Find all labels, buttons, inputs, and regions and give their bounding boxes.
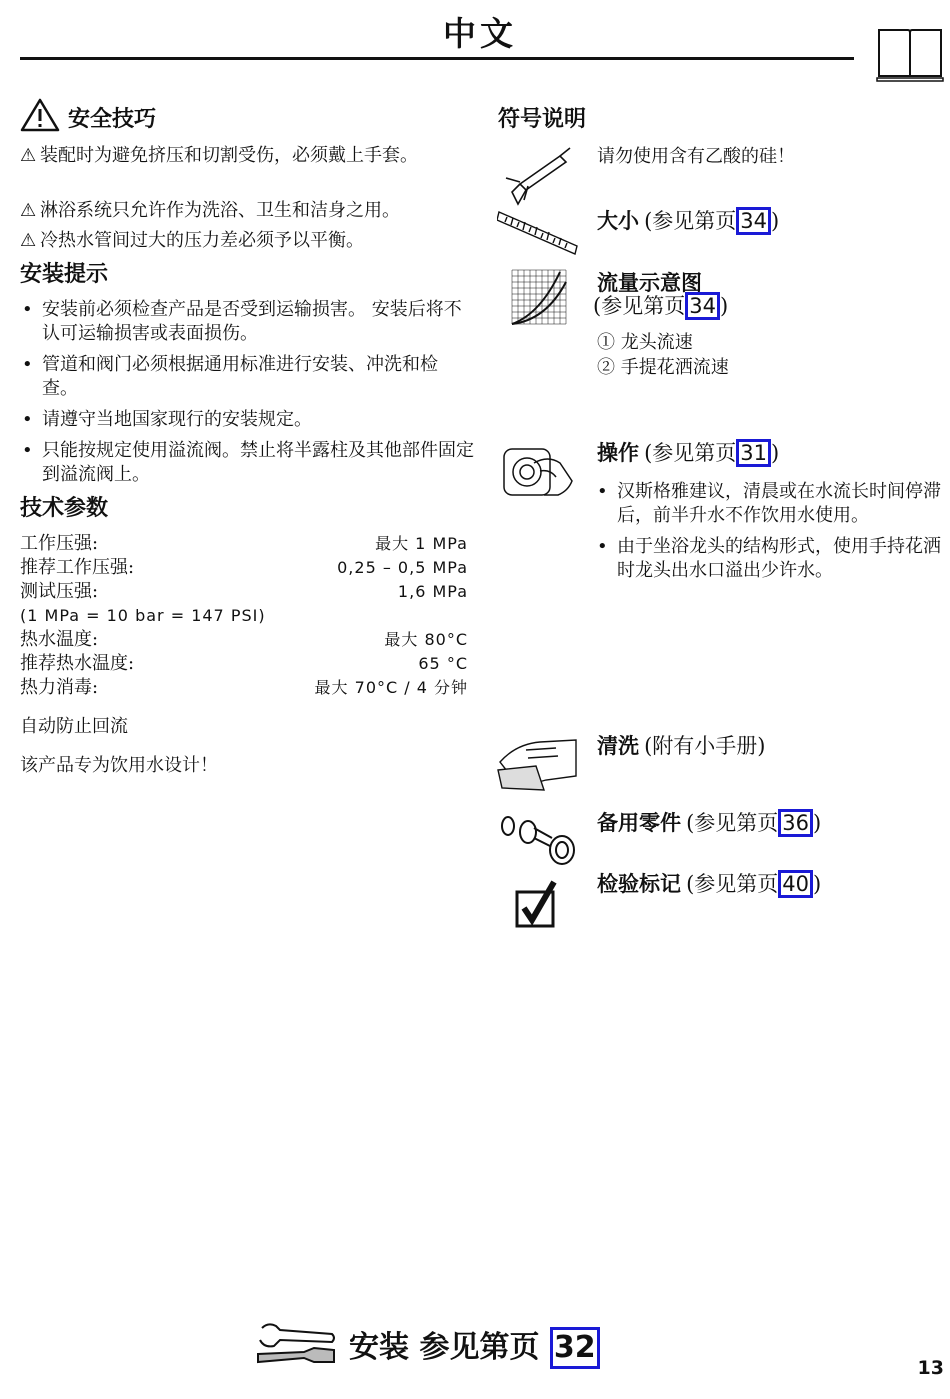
drinking-water-text: 该产品专为饮用水设计！ bbox=[20, 755, 218, 776]
install-tip: • 管道和阀门必须根据通用标准进行安装、冲洗和检查。 bbox=[22, 353, 472, 401]
install-tip: • 安装前必须检查产品是否受到运输损害。 安装后将不认可运输损害或表面损伤。 bbox=[22, 298, 472, 346]
page-link[interactable]: 34 bbox=[736, 207, 771, 235]
tech-heading: 技术参数 bbox=[20, 495, 109, 521]
cleaning-hand-icon bbox=[496, 736, 580, 792]
operation-note: • 由于坐浴龙头的结构形式，使用手持花洒时龙头出水口溢出少许水。 bbox=[597, 535, 947, 583]
operation-entry: 操作 (参见第页 31 ) bbox=[597, 440, 780, 465]
page-link[interactable]: 36 bbox=[778, 809, 813, 837]
ruler-icon bbox=[497, 208, 579, 264]
warning-small-icon: ⚠ bbox=[20, 200, 37, 221]
safety-item: ⚠ 冷热水管间过大的压力差必须予以平衡。 bbox=[20, 230, 364, 251]
flow-legend-item: ① 龙头流速 bbox=[597, 332, 693, 353]
safety-item: ⚠ 装配时为避免挤压和切割受伤，必须戴上手套。 bbox=[20, 145, 418, 166]
hand-operating-valve-icon bbox=[500, 441, 576, 499]
page-title: 中文 bbox=[443, 14, 517, 53]
page-link[interactable]: 40 bbox=[778, 870, 813, 898]
install-reference: 安装 参见第页 32 bbox=[349, 1322, 600, 1369]
tech-row: 推荐热水温度: 65 °C bbox=[20, 653, 468, 674]
silicone-warning: 请勿使用含有乙酸的硅！ bbox=[597, 146, 795, 167]
warning-icon bbox=[20, 97, 60, 133]
tech-row: 热水温度: 最大 80°C bbox=[20, 629, 468, 650]
inspection-entry: 检验标记 (参见第页 40 ) bbox=[597, 871, 822, 896]
safety-heading: 安全技巧 bbox=[68, 106, 157, 132]
tech-row: 工作压强: 最大 1 MPa bbox=[20, 533, 468, 554]
cleaning-entry: 清洗 (附有小手册) bbox=[597, 733, 766, 758]
backflow-text: 自动防止回流 bbox=[20, 716, 128, 737]
flow-legend-item: ② 手提花洒流速 bbox=[597, 357, 729, 378]
tech-row: (1 MPa = 10 bar = 147 PSI) bbox=[20, 606, 266, 625]
spare-parts-entry: 备用零件 (参见第页 36 ) bbox=[597, 810, 822, 835]
page-number: 13 bbox=[917, 1357, 944, 1379]
book-icon bbox=[876, 24, 944, 82]
safety-item: ⚠ 淋浴系统只允许作为洗浴、卫生和洁身之用。 bbox=[20, 200, 400, 221]
tech-row: 热力消毒: 最大 70°C / 4 分钟 bbox=[20, 677, 468, 698]
tech-row: 测试压强: 1,6 MPa bbox=[20, 581, 468, 602]
checkmark-box-icon bbox=[514, 878, 560, 930]
wrench-screwdriver-icon bbox=[254, 1320, 338, 1370]
symbols-heading: 符号说明 bbox=[498, 106, 587, 132]
install-tip: • 只能按规定使用溢流阀。禁止将半露柱及其他部件固定到溢流阀上。 bbox=[22, 439, 472, 487]
flow-ref: (参见第页 34 ) bbox=[593, 294, 729, 318]
warning-small-icon: ⚠ bbox=[20, 145, 37, 166]
silicone-gun-icon bbox=[500, 144, 572, 206]
tech-row: 推荐工作压强: 0,25 – 0,5 MPa bbox=[20, 557, 468, 578]
install-tip: • 请遵守当地国家现行的安装规定。 bbox=[22, 408, 472, 432]
page-link[interactable]: 34 bbox=[685, 292, 720, 320]
page-link[interactable]: 31 bbox=[736, 439, 771, 467]
flow-title: 流量示意图 bbox=[597, 270, 702, 295]
warning-small-icon: ⚠ bbox=[20, 230, 37, 251]
size-entry: 大小 (参见第页 34 ) bbox=[597, 208, 780, 233]
operation-note: • 汉斯格雅建议，清晨或在水流长时间停滞后，前半升水不作饮用水使用。 bbox=[597, 480, 947, 528]
spare-parts-icon bbox=[498, 810, 582, 866]
page-link[interactable]: 32 bbox=[550, 1327, 600, 1369]
install-tips-heading: 安装提示 bbox=[20, 261, 109, 287]
header-rule bbox=[20, 57, 854, 60]
flow-chart-icon bbox=[510, 268, 568, 326]
